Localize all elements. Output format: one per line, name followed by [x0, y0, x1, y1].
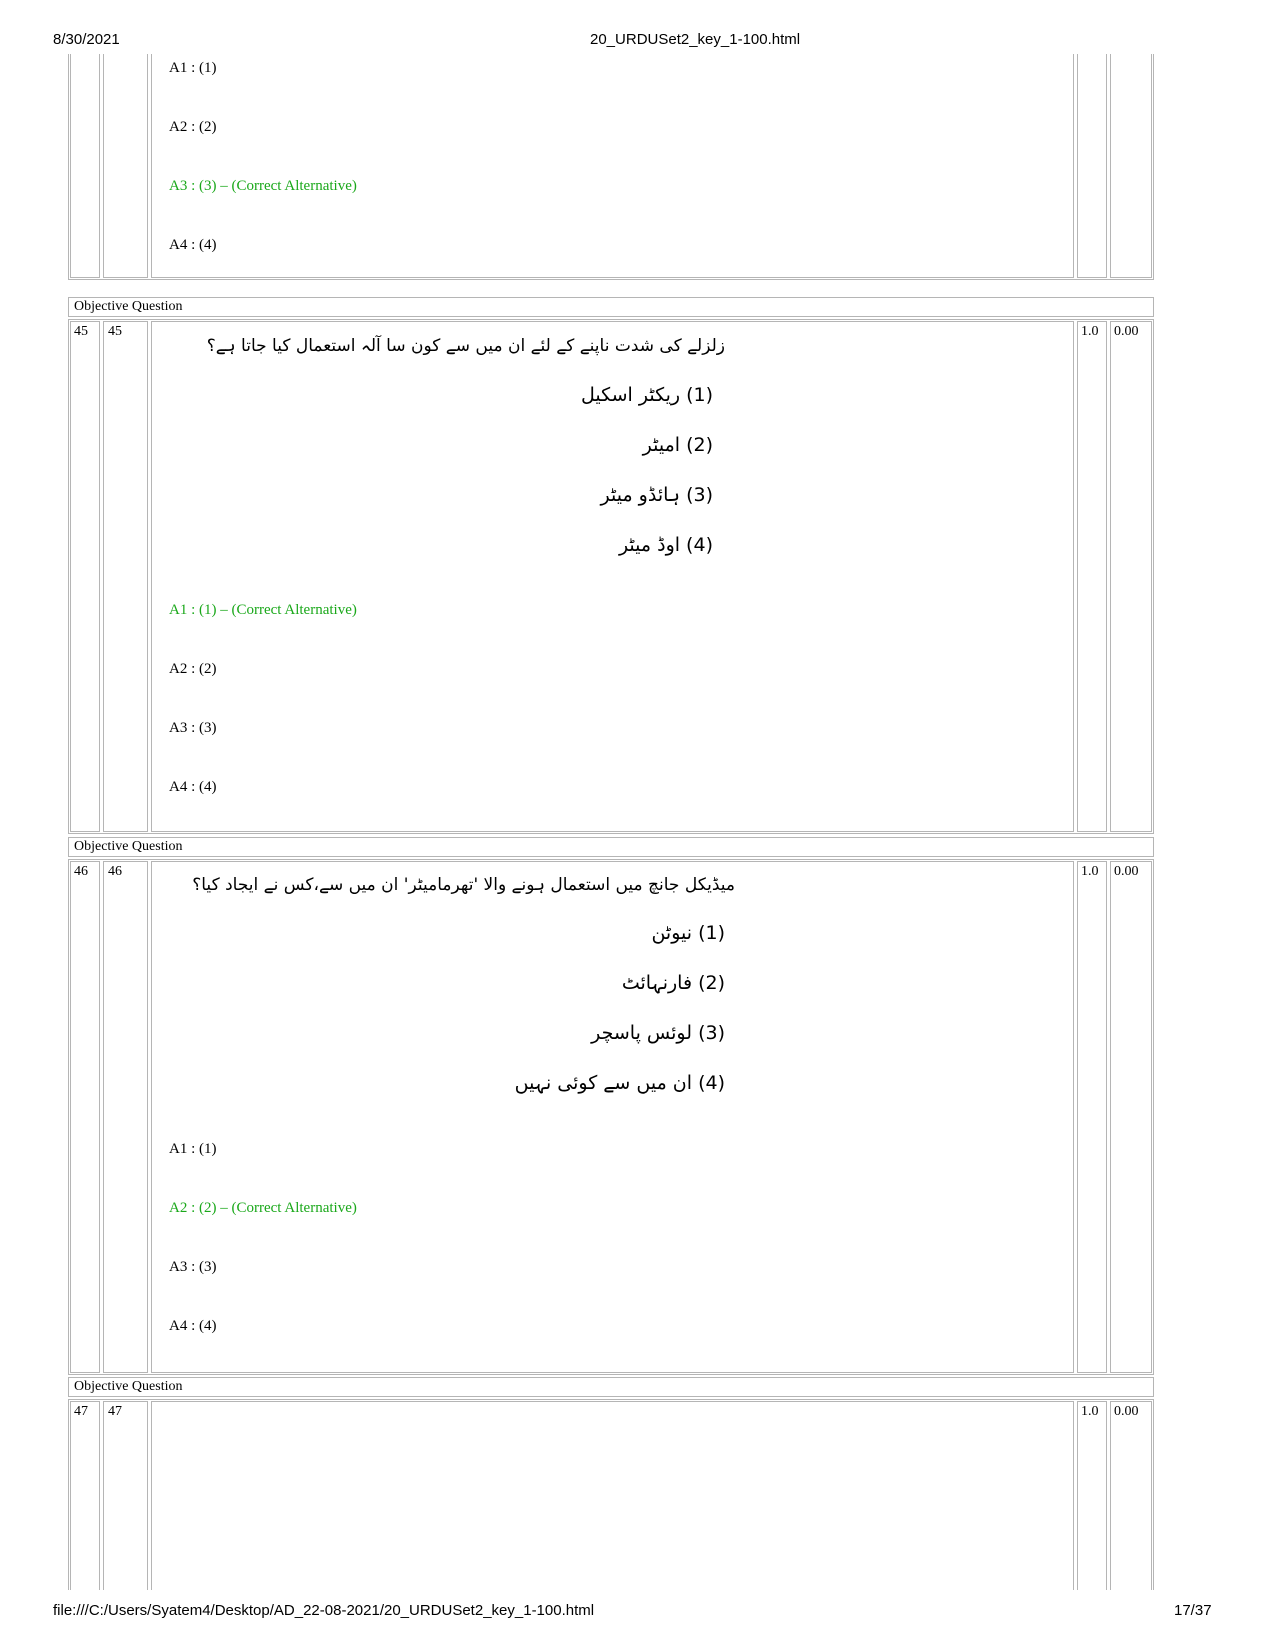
- question-type-label: Objective Question: [74, 1379, 183, 1394]
- negative-marks: 0.00: [1114, 1404, 1139, 1419]
- answer-option: A2 : (2): [169, 119, 217, 135]
- question-id: 47: [108, 1404, 122, 1419]
- answer-option: A3 : (3): [169, 1259, 217, 1275]
- serial-number: 47: [74, 1404, 88, 1419]
- question-option: (4) ان میں سے کوئی نہیں: [514, 1072, 725, 1094]
- serial-number: 45: [74, 324, 88, 339]
- answer-option: A4 : (4): [169, 1318, 217, 1334]
- answer-option-correct: A1 : (1) – (Correct Alternative): [169, 602, 357, 618]
- answer-option-correct: A2 : (2) – (Correct Alternative): [169, 1200, 357, 1216]
- question-option: (4) اوڈ میٹر: [618, 534, 713, 556]
- marks-cell: [1077, 861, 1107, 1373]
- marks: 1.0: [1081, 864, 1099, 879]
- negative-marks-cell: [1110, 1401, 1152, 1590]
- qid-cell: [103, 1401, 148, 1590]
- question-type-label: Objective Question: [74, 839, 183, 854]
- file-path: file:///C:/Users/Syatem4/Desktop/AD_22-08-2021/20_URDUSet2_key_1-100.html: [53, 1602, 595, 1619]
- answer-option-correct: A3 : (3) – (Correct Alternative): [169, 178, 357, 194]
- question-option: (3) ہائڈو میٹر: [600, 484, 713, 506]
- question-text: میڈیکل جانچ میں استعمال ہونے والا 'تھرمامیٹر' ان میں سے،کس نے ایجاد کیا؟: [192, 875, 735, 895]
- question-id: 45: [108, 324, 122, 339]
- negative-marks: 0.00: [1114, 864, 1139, 879]
- question-option: (1) ریکٹر اسکیل: [581, 384, 713, 406]
- marks: 1.0: [1081, 324, 1099, 339]
- serial-number: 46: [74, 864, 88, 879]
- serial-cell: [70, 321, 100, 832]
- negative-marks-cell: [1110, 861, 1152, 1373]
- serial-cell: [70, 861, 100, 1373]
- document-title: 20_URDUSet2_key_1-100.html: [590, 31, 801, 48]
- question-option: (3) لوئس پاسچر: [591, 1022, 725, 1044]
- question-text: زلزلے کی شدت ناپنے کے لئے ان میں سے کون سا آلہ استعمال کیا جاتا ہے؟: [206, 336, 725, 356]
- print-date: 8/30/2021: [53, 31, 120, 48]
- answer-option: A4 : (4): [169, 237, 217, 253]
- question-option: (2) امیٹر: [642, 434, 713, 456]
- question-cell: [151, 54, 1074, 278]
- qid-cell: [103, 861, 148, 1373]
- answer-option: A3 : (3): [169, 720, 217, 736]
- answer-option: A1 : (1): [169, 1141, 217, 1157]
- question-cell: [151, 1401, 1074, 1590]
- question-cell: [151, 861, 1074, 1373]
- negative-marks-cell: [1110, 321, 1152, 832]
- marks-cell: [1077, 321, 1107, 832]
- page-number: 17/37: [1174, 1602, 1212, 1619]
- negative-marks: 0.00: [1114, 324, 1139, 339]
- answer-option: A1 : (1): [169, 60, 217, 76]
- marks-cell: [1077, 1401, 1107, 1590]
- question-type-label: Objective Question: [74, 299, 183, 314]
- serial-cell: [70, 1401, 100, 1590]
- answer-option: A2 : (2): [169, 661, 217, 677]
- question-id: 46: [108, 864, 122, 879]
- marks: 1.0: [1081, 1404, 1099, 1419]
- question-option: (1) نیوٹن: [651, 922, 725, 944]
- qid-cell: [103, 321, 148, 832]
- question-option: (2) فارنہائٹ: [621, 972, 725, 994]
- answer-option: A4 : (4): [169, 779, 217, 795]
